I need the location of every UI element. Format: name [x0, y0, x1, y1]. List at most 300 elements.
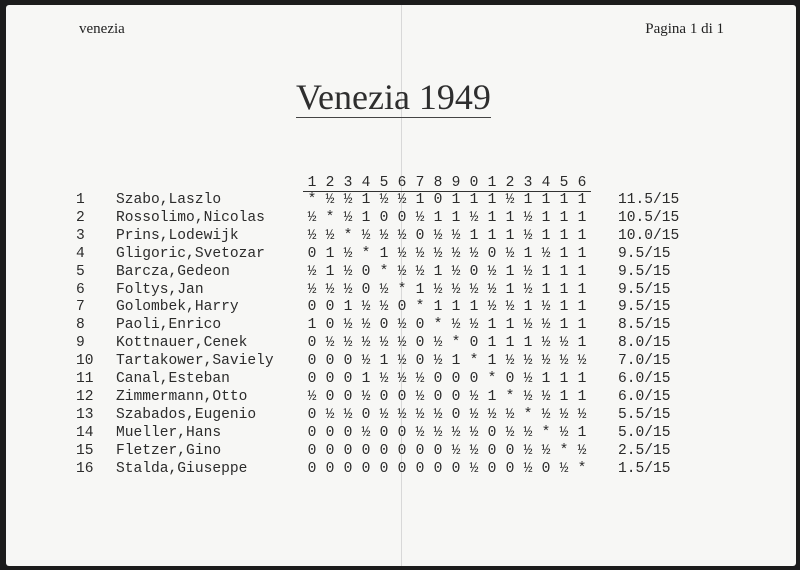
result-cell: 1: [487, 317, 497, 334]
player-score: 9.5/15: [618, 281, 671, 298]
result-cell: ½: [307, 263, 317, 280]
result-cell: 0: [325, 460, 335, 477]
result-cell: ½: [523, 263, 533, 280]
result-cell: 0: [397, 209, 407, 226]
result-cell: 1: [487, 209, 497, 226]
result-cell: 0: [325, 299, 335, 316]
result-cell: 1: [433, 263, 443, 280]
result-cell: 0: [307, 245, 317, 262]
result-cell: 1: [361, 371, 371, 387]
results-cells: [303, 335, 591, 351]
result-cell: ½: [325, 335, 335, 352]
result-cell: ½: [361, 388, 371, 405]
column-number: 1: [303, 175, 321, 192]
result-cell: 0: [415, 227, 425, 244]
result-cell: 0: [505, 460, 515, 477]
result-cell: 0: [433, 460, 443, 477]
player-score: 10.5/15: [618, 209, 680, 226]
player-score: 2.5/15: [618, 442, 671, 459]
result-cell: ½: [505, 424, 515, 441]
result-cell: ½: [523, 460, 533, 477]
result-cell: 0: [307, 424, 317, 441]
result-cell: 0: [379, 209, 389, 226]
result-cell: ½: [433, 281, 443, 298]
result-cell: ½: [397, 353, 407, 370]
result-cell: ½: [343, 263, 353, 280]
result-cell: *: [415, 299, 425, 316]
player-rank: 1: [76, 192, 85, 208]
table-row: [6, 227, 796, 245]
player-score: 9.5/15: [618, 263, 671, 280]
result-cell: ½: [523, 388, 533, 405]
result-cell: ½: [343, 335, 353, 352]
result-cell: 0: [307, 335, 317, 352]
result-cell: 1: [559, 371, 569, 387]
player-name: Mueller,Hans: [116, 424, 222, 441]
result-cell: 0: [487, 460, 497, 477]
result-cell: 0: [433, 442, 443, 459]
result-cell: ½: [415, 406, 425, 423]
table-row: [6, 442, 796, 460]
result-cell: *: [469, 353, 479, 370]
result-cell: ½: [451, 263, 461, 280]
result-cell: 1: [379, 353, 389, 370]
result-cell: *: [559, 442, 569, 459]
result-cell: 0: [325, 442, 335, 459]
result-cell: 1: [559, 281, 569, 298]
player-name: Rossolimo,Nicolas: [116, 209, 265, 226]
column-number: 6: [393, 175, 411, 192]
result-cell: ½: [397, 263, 407, 280]
result-cell: 1: [577, 263, 587, 280]
result-cell: 0: [433, 192, 443, 208]
result-cell: 0: [505, 371, 515, 387]
result-cell: 0: [469, 371, 479, 387]
player-name: Prins,Lodewijk: [116, 227, 239, 244]
result-cell: ½: [541, 406, 551, 423]
result-cell: ½: [523, 281, 533, 298]
result-cell: 1: [487, 227, 497, 244]
result-cell: 0: [541, 460, 551, 477]
result-cell: ½: [469, 245, 479, 262]
result-cell: *: [577, 460, 587, 477]
result-cell: 1: [577, 424, 587, 441]
result-cell: ½: [451, 227, 461, 244]
result-cell: 1: [325, 263, 335, 280]
result-cell: 1: [415, 281, 425, 298]
result-cell: 1: [541, 281, 551, 298]
result-cell: ½: [523, 209, 533, 226]
result-cell: 1: [577, 317, 587, 334]
player-name: Golombek,Harry: [116, 299, 239, 316]
result-cell: ½: [541, 245, 551, 262]
player-rank: 8: [76, 317, 85, 334]
result-cell: *: [307, 192, 317, 208]
result-cell: ½: [361, 353, 371, 370]
result-cell: ½: [559, 335, 569, 352]
result-cell: 0: [325, 388, 335, 405]
result-cell: 1: [541, 263, 551, 280]
player-name: Szabados,Eugenio: [116, 406, 257, 423]
table-row: [6, 370, 796, 388]
result-cell: ½: [469, 460, 479, 477]
player-rank: 16: [76, 460, 94, 477]
result-cell: 0: [451, 406, 461, 423]
result-cell: 0: [415, 317, 425, 334]
player-name: Barcza,Gedeon: [116, 263, 230, 280]
result-cell: 1: [559, 263, 569, 280]
result-cell: ½: [433, 353, 443, 370]
column-number: 0: [465, 175, 483, 192]
player-score: 8.5/15: [618, 317, 671, 334]
results-cells: [303, 443, 591, 459]
result-cell: ½: [307, 388, 317, 405]
column-number: 5: [375, 175, 393, 192]
column-number: 8: [429, 175, 447, 192]
result-cell: 1: [451, 299, 461, 316]
result-cell: 0: [379, 442, 389, 459]
column-number: 9: [447, 175, 465, 192]
result-cell: 0: [487, 424, 497, 441]
result-cell: ½: [505, 406, 515, 423]
result-cell: ½: [541, 442, 551, 459]
result-cell: ½: [433, 424, 443, 441]
result-cell: 0: [397, 388, 407, 405]
result-cell: ½: [523, 371, 533, 387]
result-cell: *: [397, 281, 407, 298]
result-cell: ½: [505, 353, 515, 370]
results-cells: [303, 210, 591, 226]
result-cell: ½: [379, 192, 389, 208]
result-cell: ½: [361, 317, 371, 334]
result-cell: 1: [487, 388, 497, 405]
results-cells: [303, 228, 591, 244]
result-cell: 0: [379, 460, 389, 477]
result-cell: ½: [307, 209, 317, 226]
result-cell: ½: [397, 227, 407, 244]
result-cell: 1: [577, 227, 587, 244]
result-cell: ½: [343, 317, 353, 334]
result-cell: *: [379, 263, 389, 280]
results-cells: [303, 317, 591, 333]
header-left-text: venezia: [79, 21, 125, 37]
result-cell: ½: [307, 281, 317, 298]
result-cell: ½: [379, 371, 389, 387]
result-cell: ½: [379, 281, 389, 298]
player-score: 5.0/15: [618, 424, 671, 441]
result-cell: 1: [505, 209, 515, 226]
result-cell: ½: [559, 424, 569, 441]
player-rank: 4: [76, 245, 85, 262]
results-cells: [303, 299, 591, 315]
result-cell: ½: [487, 263, 497, 280]
table-row: [6, 191, 796, 209]
result-cell: ½: [523, 353, 533, 370]
result-cell: ½: [397, 245, 407, 262]
player-rank: 15: [76, 442, 94, 459]
result-cell: 1: [577, 209, 587, 226]
result-cell: ½: [415, 209, 425, 226]
player-rank: 14: [76, 424, 94, 441]
result-cell: 0: [379, 388, 389, 405]
result-cell: ½: [433, 335, 443, 352]
result-cell: 0: [451, 371, 461, 387]
crosstable-column-header: [303, 175, 591, 192]
player-rank: 12: [76, 388, 94, 405]
player-score: 11.5/15: [618, 192, 680, 208]
result-cell: *: [361, 245, 371, 262]
result-cell: ½: [487, 406, 497, 423]
result-cell: 1: [505, 263, 515, 280]
player-score: 9.5/15: [618, 299, 671, 316]
result-cell: ½: [577, 353, 587, 370]
table-row: [6, 245, 796, 263]
table-row: [6, 334, 796, 352]
result-cell: 1: [523, 335, 533, 352]
result-cell: 1: [469, 192, 479, 208]
result-cell: 0: [487, 245, 497, 262]
result-cell: *: [523, 406, 533, 423]
result-cell: 0: [343, 388, 353, 405]
result-cell: 0: [307, 460, 317, 477]
result-cell: 1: [541, 227, 551, 244]
player-score: 8.0/15: [618, 335, 671, 352]
column-number: 7: [411, 175, 429, 192]
result-cell: 1: [505, 227, 515, 244]
result-cell: 1: [361, 192, 371, 208]
player-name: Stalda,Giuseppe: [116, 460, 248, 477]
table-row: [6, 406, 796, 424]
result-cell: 1: [505, 335, 515, 352]
result-cell: ½: [343, 245, 353, 262]
result-cell: 1: [379, 245, 389, 262]
column-number: 4: [357, 175, 375, 192]
result-cell: ½: [541, 388, 551, 405]
result-cell: ½: [397, 192, 407, 208]
result-cell: ½: [505, 245, 515, 262]
result-cell: ½: [541, 335, 551, 352]
player-name: Gligoric,Svetozar: [116, 245, 265, 262]
results-cells: [303, 353, 591, 369]
result-cell: ½: [469, 388, 479, 405]
result-cell: 0: [325, 371, 335, 387]
player-rank: 13: [76, 406, 94, 423]
column-number: 6: [573, 175, 591, 192]
result-cell: 1: [541, 209, 551, 226]
result-cell: ½: [325, 192, 335, 208]
player-score: 9.5/15: [618, 245, 671, 262]
result-cell: *: [487, 371, 497, 387]
document-page: [6, 5, 796, 566]
result-cell: 1: [307, 317, 317, 334]
player-name: Foltys,Jan: [116, 281, 204, 298]
result-cell: 0: [307, 299, 317, 316]
result-cell: 0: [487, 442, 497, 459]
result-cell: ½: [559, 460, 569, 477]
table-row: [6, 209, 796, 227]
result-cell: 1: [451, 353, 461, 370]
result-cell: 1: [577, 371, 587, 387]
result-cell: 1: [577, 388, 587, 405]
result-cell: ½: [361, 424, 371, 441]
results-cells: [303, 407, 591, 423]
header-page-number: Pagina 1 di 1: [645, 21, 724, 37]
column-number: 3: [339, 175, 357, 192]
result-cell: ½: [469, 406, 479, 423]
result-cell: 0: [307, 406, 317, 423]
results-cells: [303, 371, 591, 387]
player-name: Canal,Esteban: [116, 371, 230, 387]
result-cell: *: [451, 335, 461, 352]
result-cell: ½: [541, 317, 551, 334]
player-rank: 11: [76, 371, 94, 387]
result-cell: 0: [415, 460, 425, 477]
results-cells: [303, 264, 591, 280]
result-cell: ½: [379, 227, 389, 244]
result-cell: ½: [415, 424, 425, 441]
results-cells: [303, 282, 591, 298]
result-cell: 1: [451, 192, 461, 208]
result-cell: *: [325, 209, 335, 226]
result-cell: 0: [451, 388, 461, 405]
result-cell: 0: [415, 353, 425, 370]
player-rank: 10: [76, 353, 94, 370]
result-cell: 0: [343, 424, 353, 441]
results-cells: [303, 389, 591, 405]
result-cell: ½: [397, 317, 407, 334]
result-cell: 0: [343, 353, 353, 370]
table-row: [6, 424, 796, 442]
result-cell: ½: [469, 317, 479, 334]
result-cell: ½: [415, 388, 425, 405]
result-cell: *: [343, 227, 353, 244]
result-cell: ½: [469, 442, 479, 459]
result-cell: 0: [361, 460, 371, 477]
result-cell: ½: [343, 406, 353, 423]
result-cell: 1: [559, 317, 569, 334]
result-cell: ½: [505, 192, 515, 208]
result-cell: 1: [541, 192, 551, 208]
table-row: [6, 281, 796, 299]
player-rank: 2: [76, 209, 85, 226]
result-cell: ½: [451, 317, 461, 334]
result-cell: 0: [307, 442, 317, 459]
result-cell: ½: [451, 442, 461, 459]
player-score: 6.0/15: [618, 388, 671, 405]
result-cell: ½: [379, 299, 389, 316]
result-cell: 0: [415, 335, 425, 352]
result-cell: 1: [559, 388, 569, 405]
result-cell: 1: [505, 317, 515, 334]
result-cell: ½: [523, 317, 533, 334]
player-name: Fletzer,Gino: [116, 442, 222, 459]
result-cell: 1: [577, 192, 587, 208]
result-cell: 0: [397, 299, 407, 316]
results-cells: [303, 246, 591, 262]
results-cells: [303, 425, 591, 441]
result-cell: 1: [577, 335, 587, 352]
result-cell: ½: [451, 245, 461, 262]
result-cell: ½: [325, 227, 335, 244]
result-cell: 0: [397, 424, 407, 441]
result-cell: 1: [325, 245, 335, 262]
column-number: 2: [501, 175, 519, 192]
result-cell: 1: [577, 245, 587, 262]
result-cell: 1: [469, 227, 479, 244]
result-cell: ½: [343, 281, 353, 298]
result-cell: 1: [559, 192, 569, 208]
result-cell: 0: [343, 371, 353, 387]
result-cell: ½: [433, 406, 443, 423]
result-cell: 0: [379, 424, 389, 441]
result-cell: 0: [361, 406, 371, 423]
page-title: Venezia 1949: [296, 77, 491, 117]
player-rank: 5: [76, 263, 85, 280]
column-number: 2: [321, 175, 339, 192]
player-score: 6.0/15: [618, 371, 671, 387]
result-cell: 0: [361, 281, 371, 298]
result-cell: 1: [487, 353, 497, 370]
result-cell: ½: [433, 227, 443, 244]
result-cell: ½: [415, 263, 425, 280]
result-cell: 1: [559, 299, 569, 316]
result-cell: 1: [559, 209, 569, 226]
result-cell: ½: [451, 281, 461, 298]
result-cell: 1: [559, 227, 569, 244]
column-number: 3: [519, 175, 537, 192]
player-score: 1.5/15: [618, 460, 671, 477]
result-cell: 1: [361, 209, 371, 226]
result-cell: ½: [505, 299, 515, 316]
result-cell: 0: [361, 442, 371, 459]
results-cells: [303, 461, 591, 477]
result-cell: 0: [397, 442, 407, 459]
result-cell: *: [505, 388, 515, 405]
result-cell: 1: [577, 299, 587, 316]
result-cell: 1: [451, 209, 461, 226]
result-cell: ½: [397, 371, 407, 387]
result-cell: 0: [433, 371, 443, 387]
result-cell: ½: [541, 299, 551, 316]
result-cell: 1: [523, 192, 533, 208]
result-cell: 0: [325, 424, 335, 441]
result-cell: *: [433, 317, 443, 334]
result-cell: 0: [307, 371, 317, 387]
player-rank: 9: [76, 335, 85, 352]
result-cell: 1: [523, 299, 533, 316]
player-name: Zimmermann,Otto: [116, 388, 248, 405]
result-cell: ½: [523, 424, 533, 441]
result-cell: 0: [433, 388, 443, 405]
result-cell: 1: [487, 192, 497, 208]
result-cell: ½: [361, 335, 371, 352]
result-cell: ½: [487, 299, 497, 316]
player-score: 10.0/15: [618, 227, 680, 244]
result-cell: 0: [325, 317, 335, 334]
result-cell: ½: [361, 299, 371, 316]
result-cell: 1: [505, 281, 515, 298]
result-cell: 0: [307, 353, 317, 370]
result-cell: 1: [415, 192, 425, 208]
result-cell: ½: [307, 227, 317, 244]
result-cell: *: [541, 424, 551, 441]
result-cell: ½: [469, 209, 479, 226]
result-cell: ½: [577, 406, 587, 423]
result-cell: 0: [379, 317, 389, 334]
result-cell: ½: [559, 406, 569, 423]
results-cells: [303, 192, 591, 208]
result-cell: 0: [325, 353, 335, 370]
